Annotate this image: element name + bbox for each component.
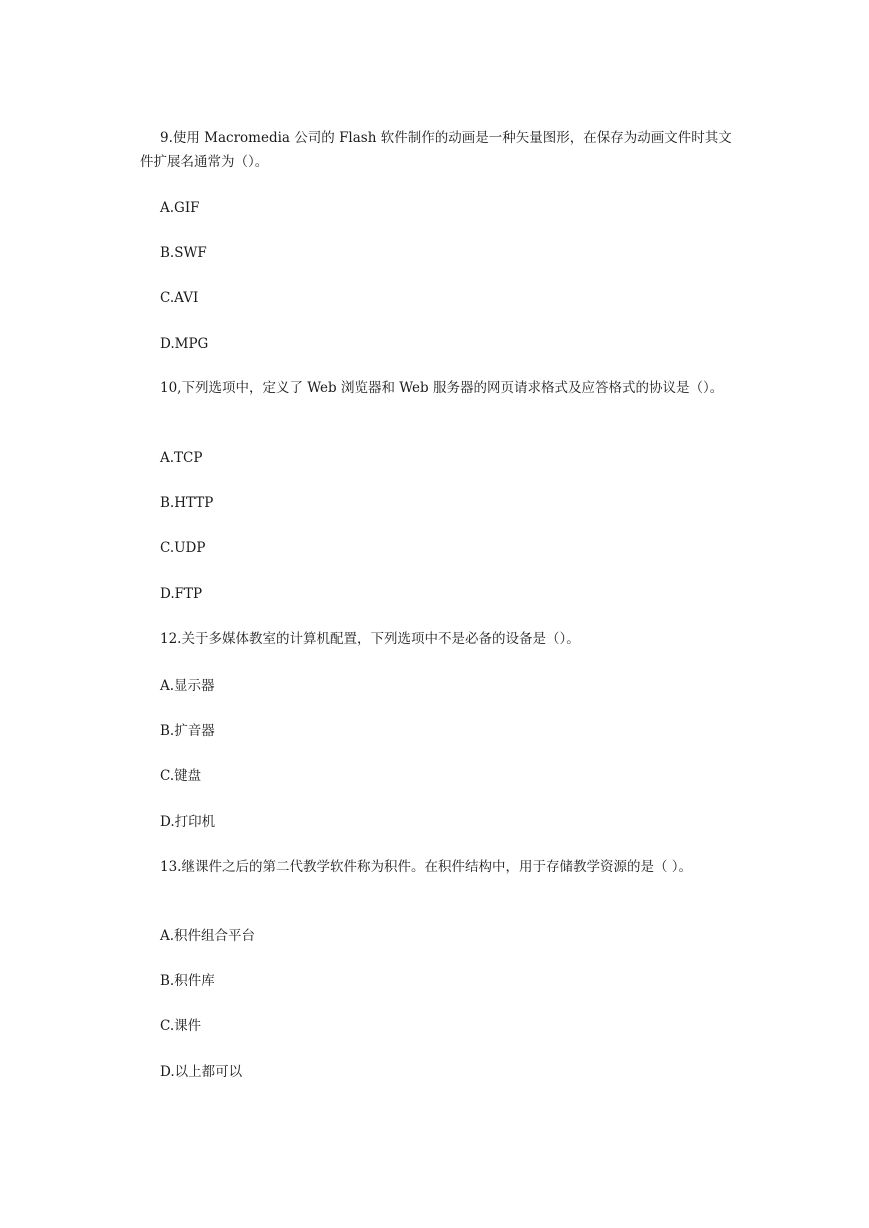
answer-option: D.以上都可以	[160, 1064, 243, 1080]
answer-option: A.显示器	[160, 678, 215, 694]
answer-option: C.AVI	[160, 290, 199, 306]
answer-option: D.打印机	[160, 814, 216, 830]
answer-option: C.键盘	[160, 768, 202, 784]
answer-option: B.扩音器	[160, 723, 215, 739]
answer-option: C.UDP	[160, 540, 206, 556]
answer-option: B.SWF	[160, 245, 207, 261]
answer-option: A.GIF	[160, 200, 200, 216]
question-stem: 9.使用 Macromedia 公司的 Flash 软件制作的动画是一种矢量图形，在保存为动画文件时其文件扩展名通常为（）。	[140, 130, 732, 170]
question-stem: 13.继课件之后的第二代教学软件称为积件。在积件结构中，用于存储教学资源的是（ ）。	[160, 859, 693, 875]
answer-option: A.TCP	[160, 450, 203, 466]
answer-option: D.MPG	[160, 336, 209, 352]
question-stem: 12.关于多媒体教室的计算机配置，下列选项中不是必备的设备是（）。	[160, 631, 580, 647]
question-stem: 10,下列选项中，定义了 Web 浏览器和 Web 服务器的网页请求格式及应答格式的协议是（）。	[160, 380, 724, 396]
answer-option: C.课件	[160, 1018, 202, 1034]
answer-option: B.HTTP	[160, 495, 214, 511]
answer-option: B.积件库	[160, 973, 215, 989]
answer-option: A.积件组合平台	[160, 928, 256, 944]
answer-option: D.FTP	[160, 586, 203, 602]
